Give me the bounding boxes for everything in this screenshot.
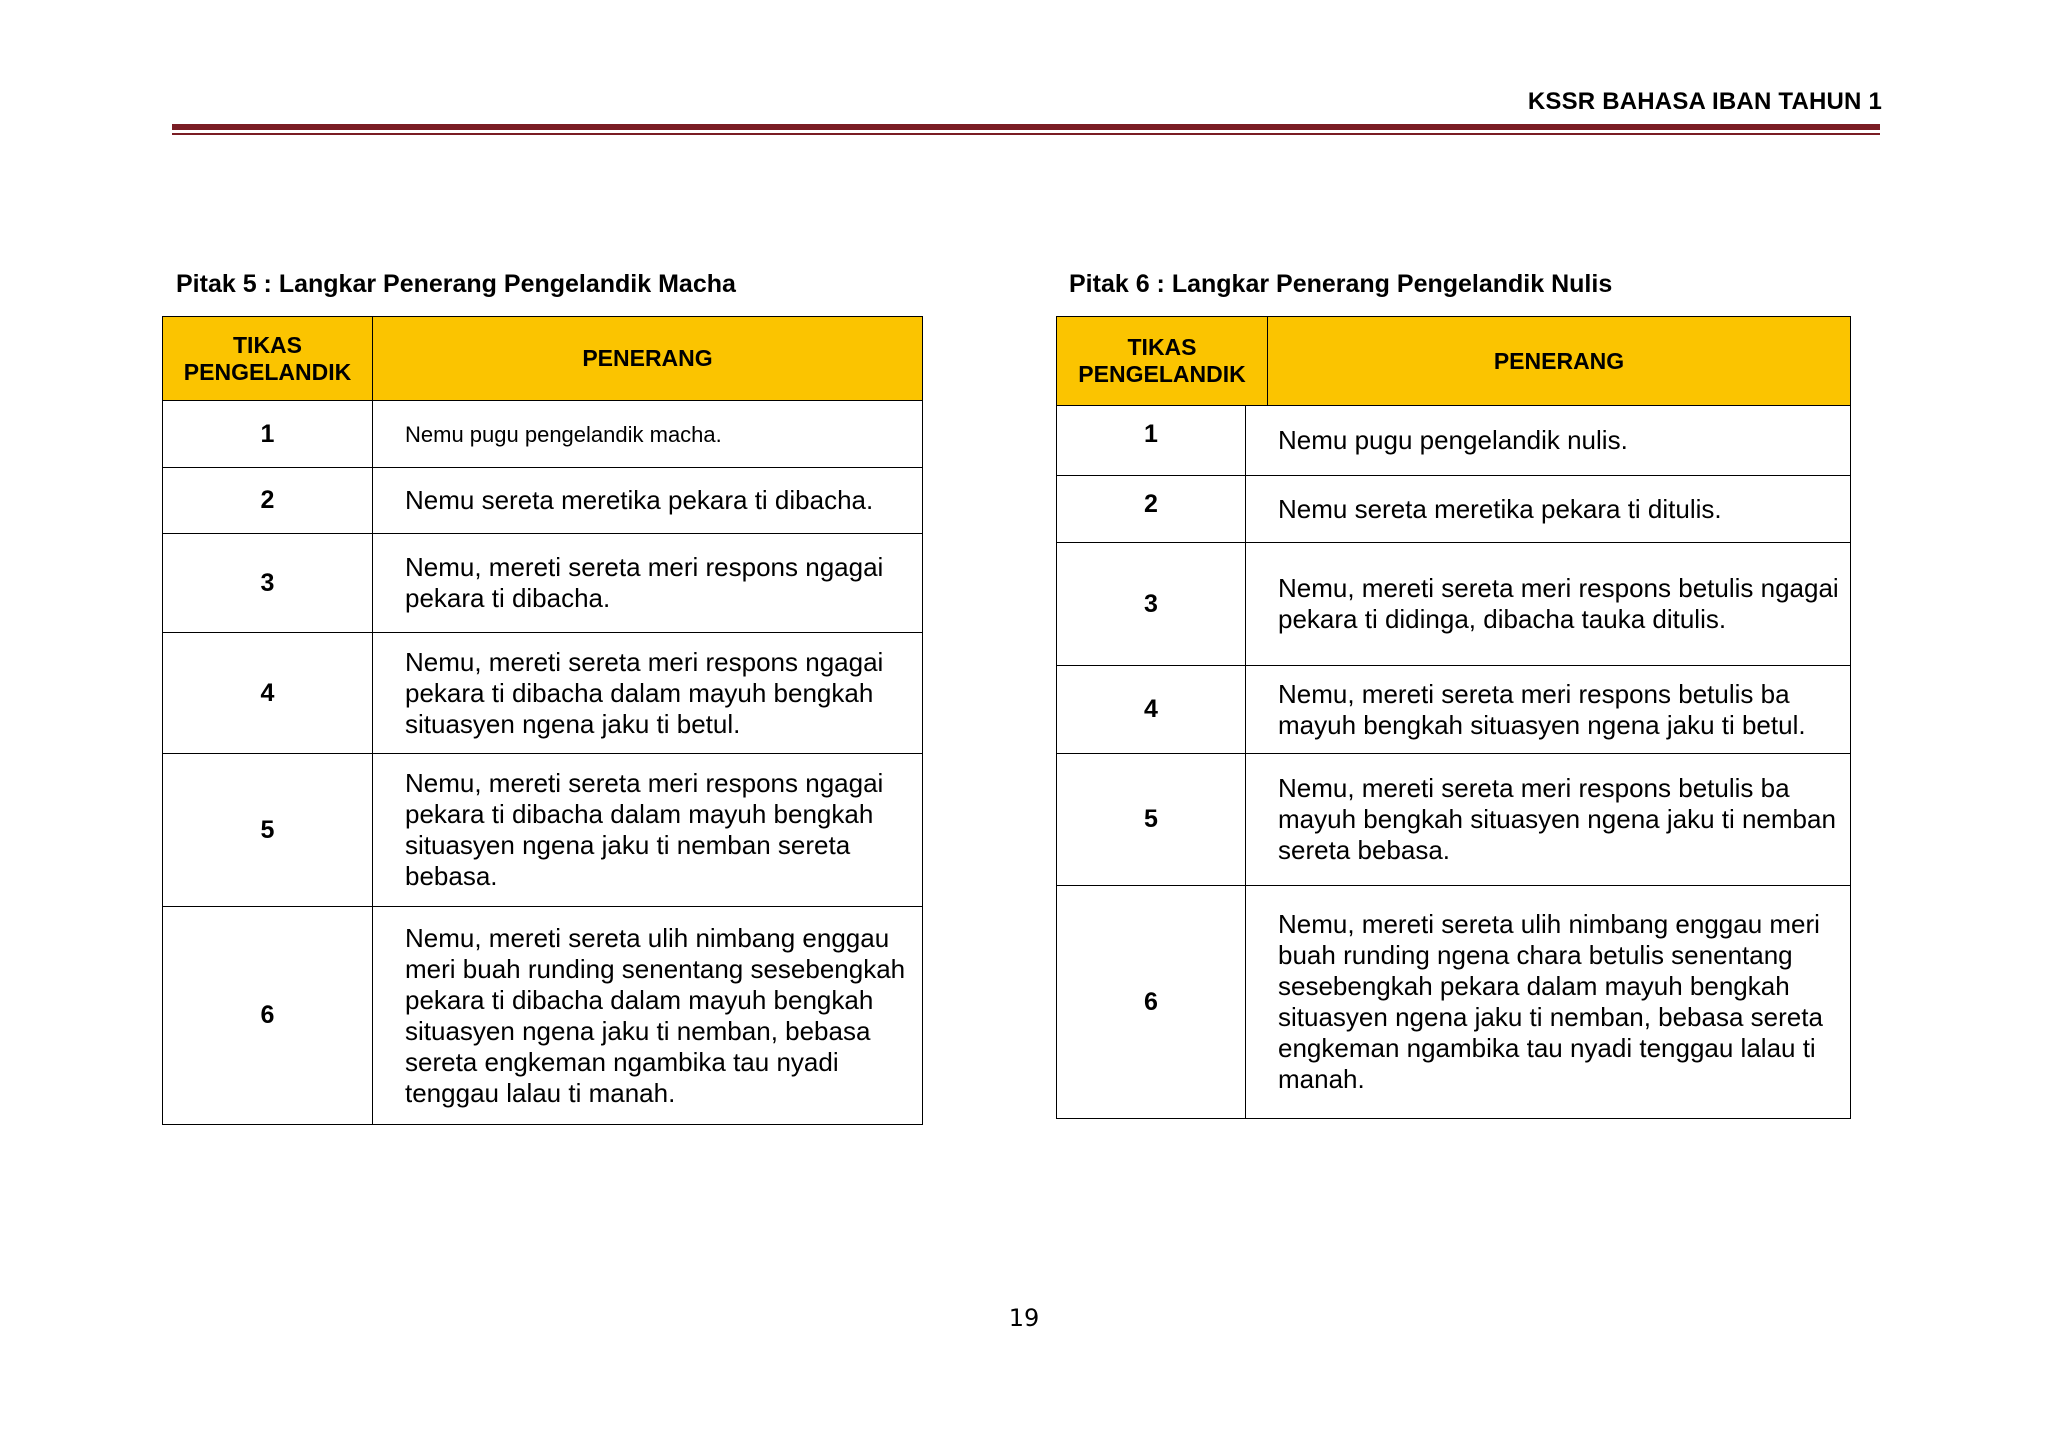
level-number: 2 (1057, 476, 1246, 543)
level-description: Nemu sereta meretika pekara ti ditulis. (1246, 476, 1851, 543)
table5 (162, 316, 923, 1125)
level-description: Nemu, mereti sereta meri respons betulis ba mayuh bengkah situasyen ngena jaku ti nemban sereta bebasa. (1246, 754, 1851, 886)
level-number: 4 (163, 633, 373, 754)
level-number: 2 (163, 468, 373, 534)
table-row (163, 754, 923, 907)
page-number: 19 (1008, 1304, 1040, 1332)
level-description: Nemu, mereti sereta meri respons ngagai pekara ti dibacha dalam mayuh bengkah situasyen ngena jaku ti nemban sereta bebasa. (373, 754, 923, 907)
table6-caption: Pitak 6 : Langkar Penerang Pengelandik Nulis (1069, 270, 1613, 298)
level-description: Nemu, mereti sereta meri respons betulis ngagai pekara ti didinga, dibacha tauka ditulis. (1246, 543, 1851, 666)
table-row (1057, 406, 1851, 476)
table5-header-desc: PENERANG (373, 317, 923, 401)
table6-header-cell (1057, 317, 1851, 406)
header-rule-thin (172, 133, 1880, 135)
table-row (163, 633, 923, 754)
header-rule (172, 124, 1880, 130)
level-description: Nemu, mereti sereta meri respons betulis ba mayuh bengkah situasyen ngena jaku ti betul. (1246, 666, 1851, 754)
table-row (163, 534, 923, 633)
level-description: Nemu, mereti sereta ulih nimbang enggau meri buah runding ngena chara betulis senentang sesebengkah pekara dalam mayuh bengkah situasyen ngena jaku ti nemban, bebasa sereta engkeman ngambika tau nyadi tenggau lalau ti manah. (1246, 886, 1851, 1119)
level-number: 5 (1057, 754, 1246, 886)
level-number: 1 (163, 401, 373, 468)
table5-caption: Pitak 5 : Langkar Penerang Pengelandik Macha (176, 270, 736, 298)
table-row (163, 468, 923, 534)
document-header-title: KSSR BAHASA IBAN TAHUN 1 (1527, 88, 1882, 115)
table5-header-level: TIKAS PENGELANDIK (163, 317, 373, 401)
level-description: Nemu, mereti sereta meri respons ngagai pekara ti dibacha. (373, 534, 923, 633)
table-row (1057, 886, 1851, 1119)
table-row (163, 401, 923, 468)
level-number: 5 (163, 754, 373, 907)
level-description: Nemu pugu pengelandik nulis. (1246, 406, 1851, 476)
level-description: Nemu pugu pengelandik macha. (373, 401, 923, 468)
level-number: 3 (1057, 543, 1246, 666)
level-number: 6 (163, 907, 373, 1125)
level-number: 1 (1057, 406, 1246, 476)
level-number: 4 (1057, 666, 1246, 754)
table6-header-desc: PENERANG (1493, 347, 1625, 374)
level-description: Nemu, mereti sereta ulih nimbang enggau meri buah runding senentang sesebengkah pekara ti dibacha dalam mayuh bengkah situasyen ngena jaku ti nemban, bebasa sereta engkeman ngambika tau nyadi tenggau lalau ti manah. (373, 907, 923, 1125)
table-row (1057, 476, 1851, 543)
table6 (1056, 316, 1851, 1119)
level-number: 3 (163, 534, 373, 633)
table6-header-level: TIKAS PENGELANDIK (1057, 317, 1268, 405)
level-number: 6 (1057, 886, 1246, 1119)
level-description: Nemu sereta meretika pekara ti dibacha. (373, 468, 923, 534)
table-row (1057, 754, 1851, 886)
level-description: Nemu, mereti sereta meri respons ngagai pekara ti dibacha dalam mayuh bengkah situasyen ngena jaku ti betul. (373, 633, 923, 754)
table-row (1057, 543, 1851, 666)
table-row (1057, 666, 1851, 754)
table-row (163, 907, 923, 1125)
